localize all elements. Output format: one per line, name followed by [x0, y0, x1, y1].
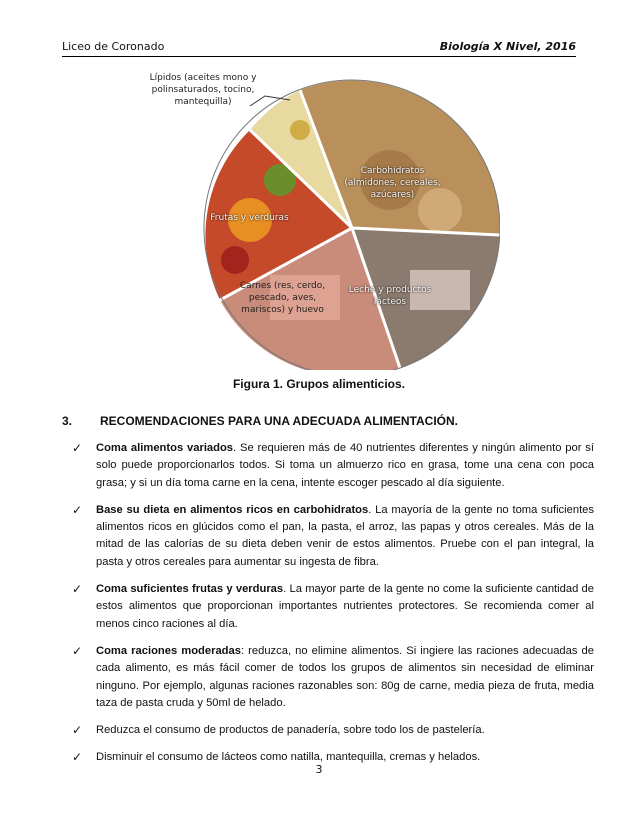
list-item	[72, 722, 594, 739]
checkmark-icon: ✓	[72, 723, 83, 738]
food-groups-pie	[140, 70, 500, 370]
header-school: Liceo de Coronado	[62, 40, 165, 53]
checkmark-icon: ✓	[72, 441, 83, 455]
list-item	[72, 440, 594, 492]
item-text: . La mayor parte de la gente no come la suficiente cantidad de estos alimentos que proporcionan importantes nutrientes protectores. Se recomienda comer al menos cinco raciones al día.	[96, 583, 594, 630]
checkmark-icon: ✓	[72, 502, 83, 517]
item-heading: Coma alimentos variados	[96, 442, 234, 454]
page-header	[62, 38, 576, 57]
figure-caption: Figura 1. Grupos alimenticios.	[232, 377, 406, 391]
list-item	[72, 502, 594, 571]
item-text: : reduzca, no elimine alimentos. Si ingiere las raciones adecuadas de cada alimento, es más fácil comer de todos los grupos de alimentos sin necesidad de eliminar ninguno. Por ejemplo, algunas raciones razonables son: 80g de carne, media pieza de fruta, media taza de pasta cruda y 50ml de helado.	[96, 644, 594, 709]
item-text: Disminuir el consumo de lácteos como natilla, mantequilla, cremas y helados.	[96, 751, 481, 764]
section-title: RECOMENDACIONES PARA UNA ADECUADA ALIMENTACIÓN.	[100, 414, 458, 428]
section-heading	[62, 414, 458, 428]
item-text: . La mayoría de la gente no toma suficientes alimentos ricos en glúcidos como el pan, la pasta, el arroz, las papas y otros cereales. Más de la mitad de las calorías de su dieta deben venir de estos alimentos. Pruebe con el pan integral, la pasta y otros cereales para aumentar su ingesta de fibra.	[96, 503, 595, 568]
label-lacteos: Leche y productos lácteos	[348, 285, 432, 307]
label-carnes: Carnes (res, cerdo, pescado, aves, mariscos) y huevo	[239, 281, 326, 315]
item-heading: Coma raciones moderadas	[96, 644, 241, 657]
page-number: 3	[315, 763, 323, 776]
checkmark-icon: ✓	[72, 582, 83, 597]
checkmark-icon: ✓	[72, 750, 83, 765]
label-lipidos: Lípidos (aceites mono y polinsaturados, tocino, mantequilla)	[149, 73, 257, 107]
food-groups-figure	[140, 70, 500, 370]
list-item	[72, 581, 594, 633]
header-course: Biología X Nivel, 2016	[439, 40, 576, 53]
recommendations-list	[72, 440, 594, 777]
item-heading: Base su dieta en alimentos ricos en carbohidratos	[96, 503, 369, 516]
item-heading: Coma suficientes frutas y verduras	[96, 583, 284, 596]
section-number: 3.	[62, 414, 73, 428]
item-text: Reduzca el consumo de productos de panadería, sobre todo los de pastelería.	[96, 724, 485, 737]
item-text: . Se requieren más de 40 nutrientes diferentes y ningún alimento por sí solo puede proporcionarlos todos. Si toma un almuerzo rico en grasa, tome una cena con poca grasa; y si un día toma carne en la cena, intente escoger pescado al día siguiente.	[96, 442, 594, 489]
label-carbohidratos: Carbohidratos (almidones, cereales, azúcares)	[344, 166, 441, 200]
checkmark-icon: ✓	[72, 643, 83, 658]
list-item	[72, 643, 594, 712]
label-frutas: Frutas y verduras	[210, 213, 289, 223]
